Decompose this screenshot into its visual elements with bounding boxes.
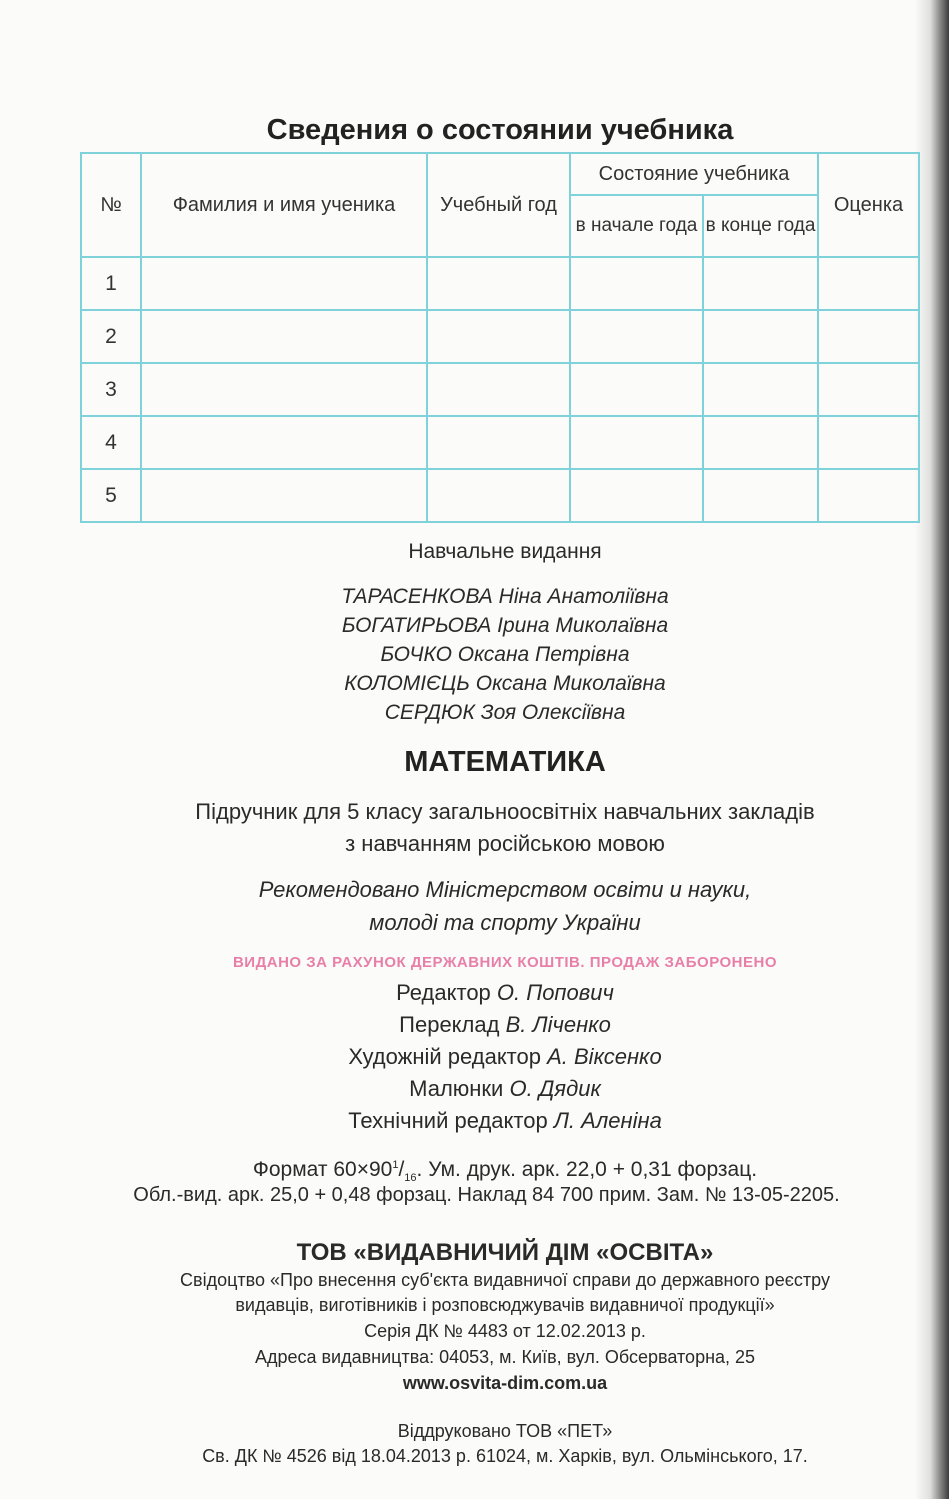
certificate-line: Свідоцтво «Про внесення суб'єкта видавничої справи до державного реєстру <box>180 1270 830 1290</box>
publisher-address: Адреса видавництва: 04053, м. Київ, вул. Обсерваторна, 25 <box>254 1347 756 1367</box>
cell-end-state <box>703 363 818 416</box>
row-number: 3 <box>81 363 141 416</box>
cell-school-year <box>427 310 570 363</box>
cell-start-state <box>570 416 703 469</box>
printer-info: Св. ДК № 4526 від 18.04.2013 р. 61024, м. Харків, вул. Ольмінського, 17. <box>202 1446 808 1466</box>
cell-grade <box>818 416 919 469</box>
table-row <box>81 363 919 416</box>
row-number: 5 <box>81 469 141 522</box>
header-start-of-year: в начале года <box>570 195 703 257</box>
recommendation-line: Рекомендовано Міністерством освіти и науки, <box>258 877 752 902</box>
cell-start-state <box>570 310 703 363</box>
cell-end-state <box>703 310 818 363</box>
table-row <box>81 416 919 469</box>
author-line: БОЧКО Оксана Петрівна <box>380 643 630 666</box>
cell-end-state <box>703 416 818 469</box>
cell-end-state <box>703 469 818 522</box>
recommendation-line: молоді та спорту України <box>369 910 641 935</box>
cell-grade <box>818 469 919 522</box>
credit-line: Редактор О. Попович <box>396 980 614 1005</box>
credit-line: Технічний редактор Л. Аленіна <box>348 1108 662 1133</box>
cell-student-name <box>141 310 427 363</box>
cell-grade <box>818 310 919 363</box>
header-textbook-state: Состояние учебника <box>570 153 818 195</box>
row-number: 4 <box>81 416 141 469</box>
cell-student-name <box>141 416 427 469</box>
row-number: 1 <box>81 257 141 310</box>
cell-student-name <box>141 469 427 522</box>
printed-by: Віддруковано ТОВ «ПЕТ» <box>397 1421 613 1441</box>
table-heading: Сведения о состоянии учебника <box>266 114 734 146</box>
format-line: Формат $60\times 90^1/_{16}$. Ум. друк. арк. 22,0 + 0,31 форзац. <box>252 1158 758 1185</box>
credit-line: Художній редактор А. Віксенко <box>348 1044 662 1069</box>
cell-start-state <box>570 257 703 310</box>
cell-school-year <box>427 469 570 522</box>
table-row <box>81 469 919 522</box>
book-title: МАТЕМАТИКА <box>404 746 606 778</box>
credit-line: Малюнки О. Дядик <box>409 1076 601 1101</box>
subtitle-line: з навчанням російською мовою <box>345 831 665 856</box>
edition-type: Навчальне видання <box>408 540 602 563</box>
row-number: 2 <box>81 310 141 363</box>
cell-school-year <box>427 416 570 469</box>
header-end-of-year: в конце года <box>703 195 818 257</box>
author-line: БОГАТИРЬОВА Ірина Миколаївна <box>341 614 669 637</box>
author-line: ТАРАСЕНКОВА Ніна Анатоліївна <box>341 585 669 608</box>
table-row <box>81 257 919 310</box>
header-school-year: Учебный год <box>427 153 570 257</box>
series-line: Серія ДК № 4483 от 12.02.2013 р. <box>364 1321 646 1341</box>
certificate-line: видавців, виготівників і розповсюджувачів видавничої продукції» <box>235 1295 775 1315</box>
cell-end-state <box>703 257 818 310</box>
header-number: № <box>81 153 141 257</box>
print-run-line: Обл.-вид. арк. 25,0 + 0,48 форзац. Наклад 84 700 прим. Зам. № 13-05-2205. <box>133 1184 840 1206</box>
cell-student-name <box>141 363 427 416</box>
cell-grade <box>818 257 919 310</box>
cell-school-year <box>427 257 570 310</box>
cell-start-state <box>570 469 703 522</box>
author-line: СЕРДЮК Зоя Олексіївна <box>384 701 626 724</box>
publisher-name: ТОВ «ВИДАВНИЧИЙ ДІМ «ОСВІТА» <box>296 1239 714 1266</box>
cell-grade <box>818 363 919 416</box>
credit-line: Переклад В. Ліченко <box>399 1012 611 1037</box>
cell-school-year <box>427 363 570 416</box>
publisher-website[interactable]: www.osvita-dim.com.ua <box>402 1373 608 1393</box>
header-grade: Оценка <box>818 153 919 257</box>
table-row <box>81 310 919 363</box>
textbook-condition-table <box>80 152 920 523</box>
subtitle-line: Підручник для 5 класу загальноосвітніх навчальних закладів <box>195 799 815 824</box>
cell-student-name <box>141 257 427 310</box>
author-line: КОЛОМІЄЦЬ Оксана Миколаївна <box>344 672 666 695</box>
header-student-name: Фамилия и имя ученика <box>141 153 427 257</box>
state-funded-notice: ВИДАНО ЗА РАХУНОК ДЕРЖАВНИХ КОШТІВ. ПРОДАЖ ЗАБОРОНЕНО <box>232 954 778 971</box>
cell-start-state <box>570 363 703 416</box>
